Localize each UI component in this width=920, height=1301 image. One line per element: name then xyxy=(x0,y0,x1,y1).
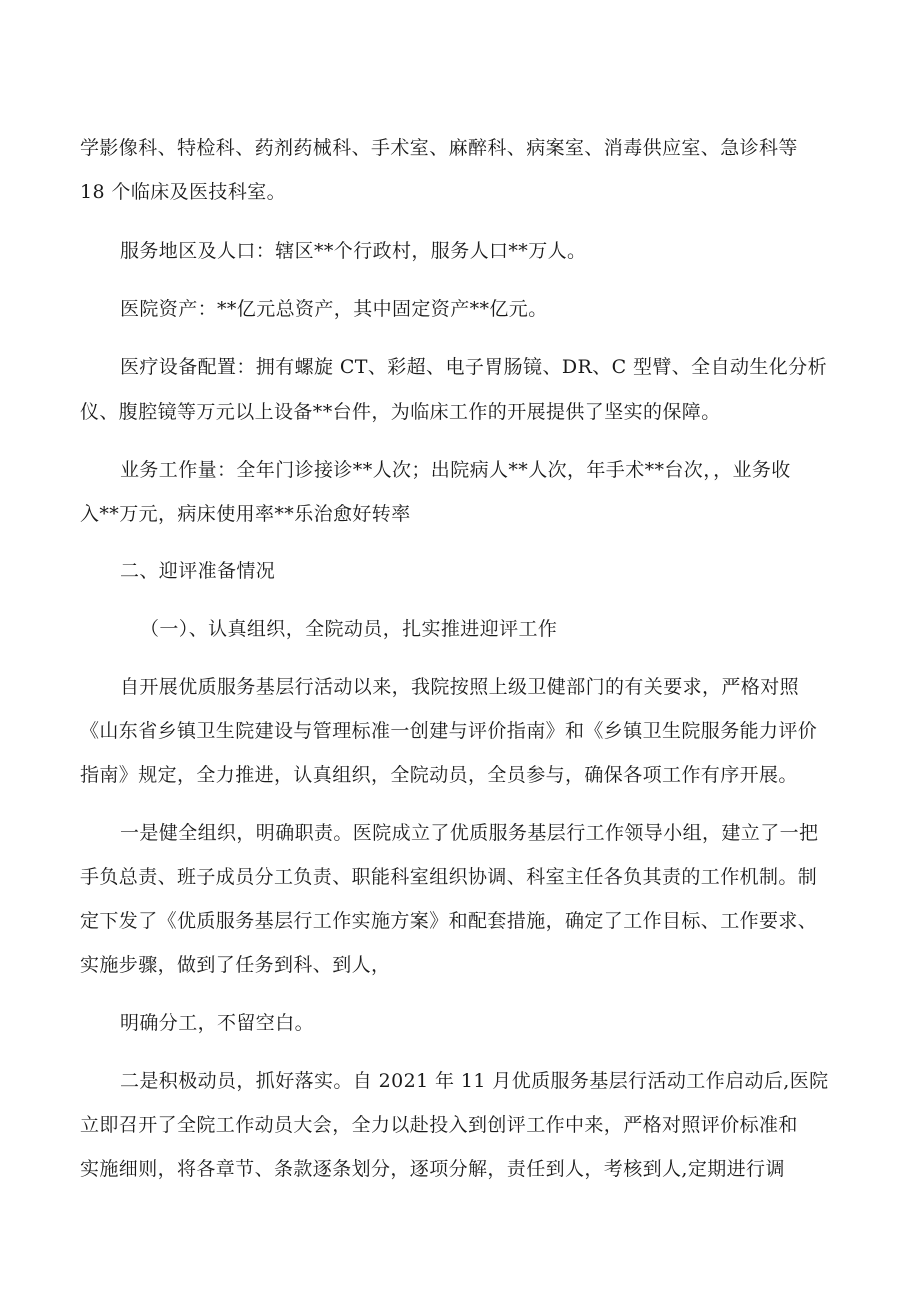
paragraph-line: 一是健全组织，明确职责。医院成立了优质服务基层行工作领导小组，建立了一把 xyxy=(120,822,819,844)
paragraph-line: 服务地区及人口：辖区**个行政村，服务人口**万人。 xyxy=(120,240,587,262)
paragraph-line: 医院资产：**亿元总资产，其中固定资产**亿元。 xyxy=(120,298,548,320)
section-heading: 二、迎评准备情况 xyxy=(120,560,276,582)
paragraph-line: 医疗设备配置：拥有螺旋 CT、彩超、电子胃肠镜、DR、C 型臂、全自动生化分析 xyxy=(120,356,827,378)
paragraph-line: 业务工作量：全年门诊接诊**人次；出院病人**人次，年手术**台次，，业务收 xyxy=(120,459,791,481)
paragraph-line: 自开展优质服务基层行活动以来，我院按照上级卫健部门的有关要求，严格对照 xyxy=(120,676,800,698)
paragraph-line: 明确分工，不留空白。 xyxy=(120,1012,315,1034)
paragraph-line: 18 个临床及医技科室。 xyxy=(80,181,287,203)
paragraph-line: 实施步骤，做到了任务到科、到人， xyxy=(80,954,391,976)
paragraph-line: 二是积极动员，抓好落实。自 2021 年 11 月优质服务基层行活动工作启动后,医院 xyxy=(120,1070,829,1092)
subsection-heading: （一）、认真组织，全院动员，扎实推进迎评工作 xyxy=(140,618,558,640)
paragraph-line: 学影像科、特检科、药剂药械科、手术室、麻醉科、病案室、消毒供应室、急诊科等 xyxy=(80,137,798,159)
paragraph-line: 实施细则，将各章节、条款逐条划分，逐项分解，责任到人，考核到人,定期进行调 xyxy=(80,1158,785,1180)
paragraph-line: 定下发了《优质服务基层行工作实施方案》和配套措施，确定了工作目标、工作要求、 xyxy=(80,910,818,932)
paragraph-line: 立即召开了全院工作动员大会，全力以赴投入到创评工作中来，严格对照评价标准和 xyxy=(80,1114,798,1136)
paragraph-line: 入**万元，病床使用率**乐治愈好转率 xyxy=(80,503,411,525)
paragraph-line: 手负总责、班子成员分工负责、职能科室组织协调、科室主任各负其责的工作机制。制 xyxy=(80,866,818,888)
paragraph-line: 《山东省乡镇卫生院建设与管理标准一创建与评价指南》和《乡镇卫生院服务能力评价 xyxy=(80,720,818,742)
paragraph-line: 指南》规定，全力推进，认真组织，全院动员，全员参与，确保各项工作有序开展。 xyxy=(80,764,798,786)
paragraph-line: 仪、腹腔镜等万元以上设备**台件，为临床工作的开展提供了坚实的保障。 xyxy=(80,401,721,423)
